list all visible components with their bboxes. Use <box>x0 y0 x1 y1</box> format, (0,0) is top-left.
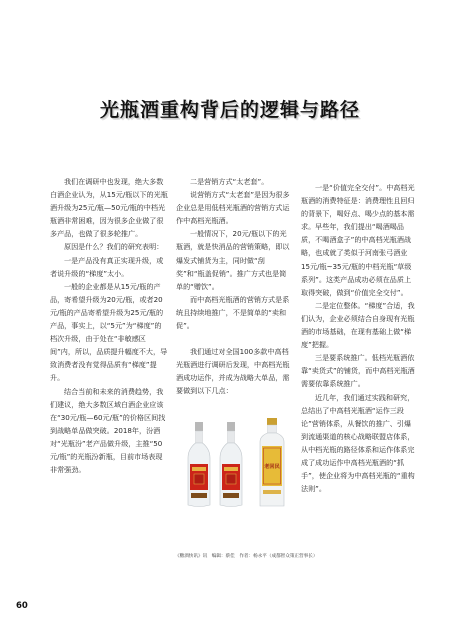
bottle-label: 老回民 <box>264 464 280 470</box>
paragraph: 原因是什么？我们的研究表明： <box>64 242 164 252</box>
article-credits: 《糖酒快讯》讯 编辑：蔡佳 作者：杨永平（成都智众策正营事长） <box>175 554 318 559</box>
paragraph: 说营销方式“太老套”是因为很多企业总是用低档光瓶酒的营销方式运作中高档光瓶酒。 <box>176 190 290 226</box>
liquor-bottles-photo <box>180 418 292 510</box>
paragraph: 一是“价值完全交付”。中高档光瓶酒的消费特征是：消费理性且回归的背景下，喝好点、喝少点的基本需求。早些年，我们提出“喝酒喝品质，不喝酒盒子”的中高档光瓶酒战略，也成就了类似于河南张弓酒业15元/瓶~35元/瓶的中档光瓶“草级系列”。这类产品成功必须在品质上取得突破，做到“价值完全交付”。 <box>301 183 415 297</box>
paragraph: 而中高档光瓶酒的营销方式是系统且持续地推广，不是简单的“卖和促”。 <box>176 294 290 331</box>
bottle-icon <box>188 422 210 507</box>
paragraph: 二是定位整体。“梯度”合适，我们认为，企业必须结合自身现有光瓶酒的市场基础，在现有基础上做“梯度”把握。 <box>301 300 415 350</box>
article-column-2 <box>176 175 290 398</box>
paragraph: 一是产品没有真正实现升级，或者说升级的“梯度”太小。 <box>50 255 164 278</box>
article-title: 光瓶酒重构背后的逻辑与路径 <box>99 99 360 121</box>
bottle-icon <box>260 418 284 506</box>
page-number: 60 <box>16 601 28 611</box>
paragraph: 我们通过对全国100多款中高档光瓶酒进行调研后发现，中高档光瓶酒成功运作，并成为战略大单品，需要做到以下几点： <box>176 347 290 396</box>
article-column-1 <box>50 175 168 476</box>
paragraph: 三是要系统推广。低档光瓶酒依靠“卖货式”的铺货，而中高档光瓶酒需要依靠系统推广。 <box>301 353 415 389</box>
paragraph: 一般的企业都是从15元/瓶的产品，寄希望升级为20元/瓶，或者20元/瓶的产品寄希望升级为25元/瓶的产品，事实上，以“5元”为“梯度”的档次升级，由于处在“非敏感区间”内，所以，品质提升幅度不大，导致消费者没有觉得品质有“梯度”提升。 <box>50 281 168 383</box>
article-column-3 <box>301 181 415 495</box>
bottle-icon <box>220 422 242 507</box>
paragraph: 一般情况下，20元/瓶以下的光瓶酒，就是快消品的营销策略，即以爆发式铺货为主，同时做“刮奖”和“瓶盖促销”。推广方式也是简单的“赠饮”。 <box>176 229 290 291</box>
paragraph: 近几年，我们通过实践和研究，总结出了中高档光瓶酒“运作三段论”营销体系，从餐饮的推广、引爆到流通渠道的核心战略联盟店体系，从中档光瓶的路径体系和运作体系完成了成功运作中高档光瓶酒的“抓手”，使企业将为中高档光瓶的“重构法则”。 <box>301 392 415 494</box>
paragraph: 我们在调研中也发现，绝大多数白酒企业认为，从15元/瓶以下的光瓶酒升级为25元/瓶—50元/瓶的中档光瓶酒非常困难，因为很多企业做了很多产品，也做了很多轮推广。 <box>50 177 168 239</box>
paragraph: 二是营销方式“太老套”。 <box>190 177 269 186</box>
paragraph: 结合当前和未来的消费趋势，我们建议，绝大多数区域白酒企业应该在“30元/瓶—60元/瓶”的价格区间找到战略单品做突破。2018年，汾酒对“光瓶汾”老产品做升级，主推“50元/瓶”的光瓶汾新瓶，目前市场表现非常强劲。 <box>50 386 166 475</box>
